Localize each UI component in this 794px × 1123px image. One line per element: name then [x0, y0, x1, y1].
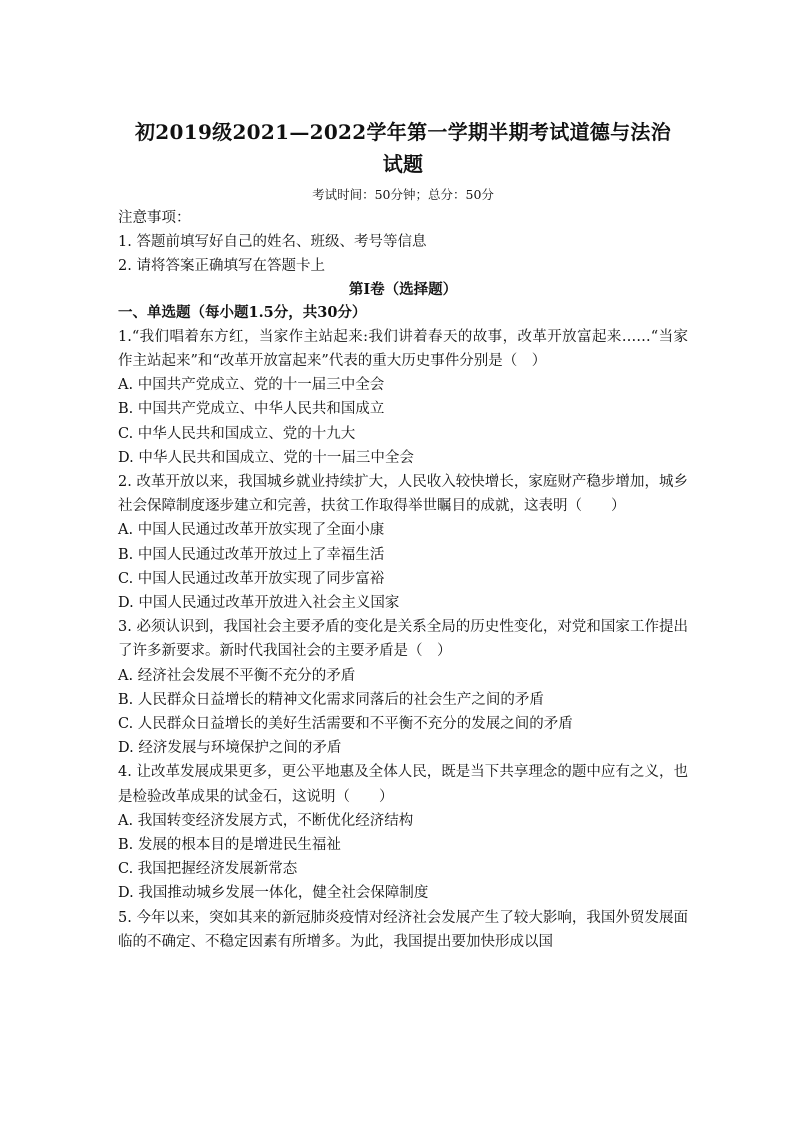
question-2-option-d: D. 中国人民通过改革开放进入社会主义国家 [118, 595, 400, 612]
exam-page [118, 116, 688, 954]
question-2-option-b: B. 中国人民通过改革开放过上了幸福生活 [118, 546, 385, 563]
question-2-option-a: A. 中国人民通过改革开放实现了全面小康 [118, 522, 385, 539]
notes-item-2: 2. 请将答案正确填写在答题卡上 [118, 258, 325, 275]
question-5-stem: 5. 今年以来，突如其来的新冠肺炎疫情对经济社会发展产生了较大影响，我国外贸发展面临的不确定、不稳定因素有所增多。为此，我国提出要加快形成以国 [118, 909, 688, 950]
question-1-stem: 1.“我们唱着东方红，当家作主站起来:我们讲着春天的故事，改革开放富起来……“当家作主站起来”和“改革开放富起来”代表的重大历史事件分别是（ ） [118, 328, 688, 370]
notes-item-1: 1. 答题前填写好自己的姓名、班级、考号等信息 [118, 234, 427, 251]
question-4-stem: 4. 让改革发展成果更多，更公平地惠及全体人民，既是当下共享理念的题中应有之义，也是检验改革成果的试金石，这说明（ ） [118, 764, 688, 805]
question-4-option-d: D. 我国推动城乡发展一体化，健全社会保障制度 [118, 885, 429, 902]
question-3-option-d: D. 经济发展与环境保护之间的矛盾 [118, 740, 342, 757]
question-1-option-b: B. 中国共产党成立、中华人民共和国成立 [118, 401, 385, 418]
question-4 [118, 760, 688, 905]
question-2 [118, 470, 688, 615]
part-title: 一、单选题（每小题1.5分，共30分） [118, 303, 367, 321]
question-3-option-c: C. 人民群众日益增长的美好生活需要和不平衡不充分的发展之间的矛盾 [118, 716, 573, 733]
question-1-option-c: C. 中华人民共和国成立、党的十九大 [118, 425, 356, 442]
question-3-stem: 3. 必须认识到，我国社会主要矛盾的变化是关系全局的历史性变化，对党和国家工作提出了许多新要求。新时代我国社会的主要矛盾是（ ） [118, 619, 688, 660]
notes-heading: 注意事项： [118, 210, 191, 226]
exam-title-line2: 试题 [382, 152, 424, 176]
question-3 [118, 615, 688, 760]
question-2-option-c: C. 中国人民通过改革开放实现了同步富裕 [118, 570, 385, 587]
question-4-option-a: A. 我国转变经济发展方式，不断优化经济结构 [118, 812, 414, 829]
question-1-option-d: D. 中华人民共和国成立、党的十一届三中全会 [118, 449, 414, 466]
volume-title: 第Ⅰ卷（选择题） [348, 280, 458, 298]
question-3-option-b: B. 人民群众日益增长的精神文化需求同落后的社会生产之间的矛盾 [118, 691, 544, 708]
exam-meta: 考试时间：50分钟；总分：50分 [312, 187, 494, 202]
exam-title [118, 116, 688, 180]
question-5 [118, 906, 688, 954]
question-4-option-c: C. 我国把握经济发展新常态 [118, 861, 298, 878]
question-4-option-b: B. 发展的根本目的是增进民生福祉 [118, 837, 341, 854]
question-1 [118, 325, 688, 470]
question-2-stem: 2. 改革开放以来，我国城乡就业持续扩大，人民收入较快增长，家庭财产稳步增加，城乡社会保障制度逐步建立和完善，扶贫工作取得举世瞩目的成就，这表明（ ） [118, 474, 688, 515]
question-3-option-a: A. 经济社会发展不平衡不充分的矛盾 [118, 667, 356, 684]
exam-title-line1: 初2019级2021—2022学年第一学期半期考试道德与法治 [135, 120, 671, 144]
question-1-option-a: A. 中国共产党成立、党的十一届三中全会 [118, 377, 385, 394]
